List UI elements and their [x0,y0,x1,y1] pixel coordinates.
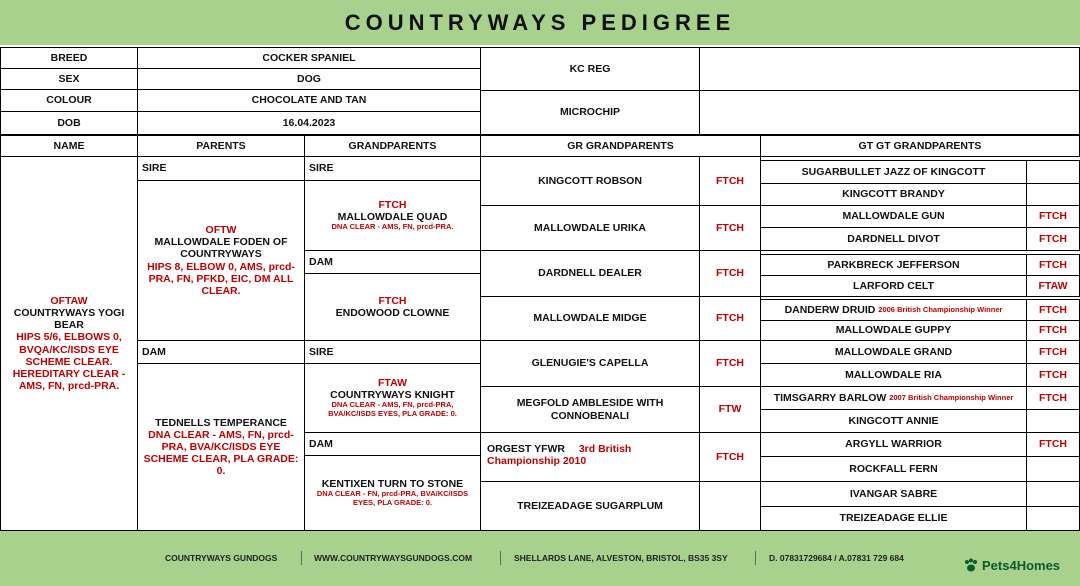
ggp-name-2: MALLOWDALE URIKA [480,205,700,251]
sex-label: SEX [0,68,138,90]
gp2-title: FTCH [378,294,407,307]
gp4-cell [304,455,481,531]
breed-label: BREED [0,47,138,69]
gp3-health: DNA CLEAR - AMS, FN, prcd-PRA, BVA/KC/ISDS EYES, PLA GRADE: 0. [328,400,457,419]
gggp-name-2: KINGCOTT BRANDY [760,183,1027,206]
breed-value: COCKER SPANIEL [137,47,481,69]
parent-dam-label: DAM [137,340,305,364]
ggp-title-2: FTCH [699,205,761,251]
gggp-title-6: FTAW [1026,275,1080,297]
gggp-title-9: FTCH [1026,340,1080,364]
gggp-cell-7 [760,299,1027,321]
gggp-title-12 [1026,409,1080,433]
gp1-cell [304,180,481,251]
gp4-name: KENTIXEN TURN TO STONE [321,478,464,491]
footer-business: COUNTRYWAYS GUNDOGS [165,553,278,563]
gggp-note-7: 2006 British Championship Winner [878,304,1003,314]
gggp-title-13: FTCH [1026,432,1080,457]
gggp-name-5: PARKBRECK JEFFERSON [760,254,1027,276]
gp-sire-label-1: SIRE [304,156,481,181]
sex-value: DOG [137,68,481,90]
dog-cell [0,156,138,531]
gp-sire-label-2: SIRE [304,340,481,364]
ggp-name-6: MEGFOLD AMBLESIDE WITH CONNOBENALI [480,386,700,433]
gggp-title-8: FTCH [1026,320,1080,341]
footer-address: SHELLARDS LANE, ALVESTON, BRISTOL, BS35 3SY [514,553,728,563]
gggp-name-4: DARDNELL DIVOT [760,227,1027,251]
gggp-cell-11 [760,386,1027,410]
colour-value: CHOCOLATE AND TAN [137,89,481,112]
parent-sire-cell [137,180,305,341]
gggp-name-13: ARGYLL WARRIOR [760,432,1027,457]
gggp-name-8: MALLOWDALE GUPPY [760,320,1027,341]
gggp-name-10: MALLOWDALE RIA [760,363,1027,387]
dog-title: OFTAW [50,295,88,308]
gggp-title-10: FTCH [1026,363,1080,387]
paw-icon [963,557,979,573]
dam-health: DNA CLEAR - AMS, FN, prcd-PRA, BVA/KC/ISDS EYE SCHEME CLEAR, PLA GRADE: 0. [143,428,299,478]
gggp-name-11: TIMSGARRY BARLOW [773,391,887,404]
gggp-note-11: 2007 British Championship Winner [889,392,1014,402]
gggp-title-14 [1026,456,1080,482]
gp2-cell [304,273,481,341]
dam-name: TEDNELLS TEMPERANCE [155,416,287,429]
ggp-name-5: GLENUGIE'S CAPELLA [480,340,700,387]
pets4homes-logo[interactable] [963,557,1060,573]
gggp-name-1: SUGARBULLET JAZZ OF KINGCOTT [760,160,1027,184]
header-grandparents: GRANDPARENTS [304,135,481,157]
page-title: COUNTRYWAYS PEDIGREE [344,9,736,35]
gp-dam-label-2: DAM [304,432,481,456]
gggp-name-6: LARFORD CELT [760,275,1027,297]
gggp-title-4: FTCH [1026,227,1080,251]
gggp-title-15 [1026,481,1080,507]
logo-text: Pets4Homes [982,557,1061,573]
gp4-health: DNA CLEAR - FN, prcd-PRA, BVA/KC/ISDS EYES, PLA GRADE: 0. [316,489,469,508]
gggp-title-5: FTCH [1026,254,1080,276]
dog-health: HIPS 5/6, ELBOWS 0, BVQA/KC/ISDS EYE SCHEME CLEAR. HEREDITARY CLEAR - AMS, FN, prcd-PRA. [12,331,126,392]
ggp-title-6: FTW [699,386,761,433]
dob-value: 16.04.2023 [137,111,481,135]
footer-divider [500,551,501,565]
gp1-title: FTCH [378,199,407,212]
gggp-name-12: KINGCOTT ANNIE [760,409,1027,433]
header-gt-gt-grandparents: GT GT GRANDPARENTS [760,135,1080,157]
gggp-title-2 [1026,183,1080,206]
gp1-name: MALLOWDALE QUAD [337,211,448,224]
gp3-cell [304,363,481,433]
kc-reg-label: KC REG [480,47,700,91]
gggp-title-7: FTCH [1026,299,1080,321]
gggp-name-7: DANDERW DRUID [784,303,876,316]
ggp-title-7: FTCH [699,432,761,482]
microchip-label: MICROCHIP [480,90,700,135]
ggp-name-8: TREIZEADAGE SUGARPLUM [480,481,700,531]
gggp-title-16 [1026,506,1080,531]
footer-divider [301,551,302,565]
ggp-name-1: KINGCOTT ROBSON [480,156,700,206]
colour-label: COLOUR [0,89,138,112]
kc-reg-value[interactable] [699,47,1080,91]
gggp-name-3: MALLOWDALE GUN [760,205,1027,228]
header-gr-grandparents: GR GRANDPARENTS [480,135,761,157]
sire-health: HIPS 8, ELBOW 0, AMS, prcd-PRA, FN, PFKD, EIC, DM ALL CLEAR. [147,260,295,297]
ggp-title-3: FTCH [699,250,761,297]
gggp-title-3: FTCH [1026,205,1080,228]
footer-phone: D. 07831729684 / A.07831 729 684 [769,553,904,563]
ggp-note-7: 3rd British Championship 2010 [487,443,632,468]
microchip-value[interactable] [699,90,1080,135]
ggp-title-8 [699,481,761,531]
gggp-name-16: TREIZEADAGE ELLIE [760,506,1027,531]
sire-title: OFTW [205,224,237,237]
gp-dam-label-1: DAM [304,250,481,274]
gggp-name-14: ROCKFALL FERN [760,456,1027,482]
footer-divider [755,551,756,565]
ggp-cell-7 [480,432,700,482]
footer-website[interactable]: WWW.COUNTRYWAYSGUNDOGS.COM [314,553,473,563]
dob-label: DOB [0,111,138,135]
ggp-title-4: FTCH [699,296,761,341]
dog-name: COUNTRYWAYS YOGI BEAR [13,307,125,332]
ggp-name-4: MALLOWDALE MIDGE [480,296,700,341]
gp2-name: ENDOWOOD CLOWNE [335,307,450,319]
gggp-title-11: FTCH [1026,386,1080,410]
gggp-name-9: MALLOWDALE GRAND [760,340,1027,364]
parent-dam-cell [137,363,305,531]
ggp-title-1: FTCH [699,156,761,206]
sire-name: MALLOWDALE FODEN OF COUNTRYWAYS [154,236,288,261]
ggp-name-3: DARDNELL DEALER [480,250,700,297]
gp3-name: COUNTRYWAYS KNIGHT [330,389,455,402]
gggp-name-15: IVANGAR SABRE [760,481,1027,507]
ggp-name-7: ORGEST YFWR [487,443,565,455]
gp1-health: DNA CLEAR - AMS, FN, prcd-PRA. [331,222,454,232]
ggp-title-5: FTCH [699,340,761,387]
gggp-title-1 [1026,160,1080,184]
header-name: NAME [0,135,138,157]
header-parents: PARENTS [137,135,305,157]
parent-sire-label: SIRE [137,156,305,181]
gp3-title: FTAW [378,377,407,390]
